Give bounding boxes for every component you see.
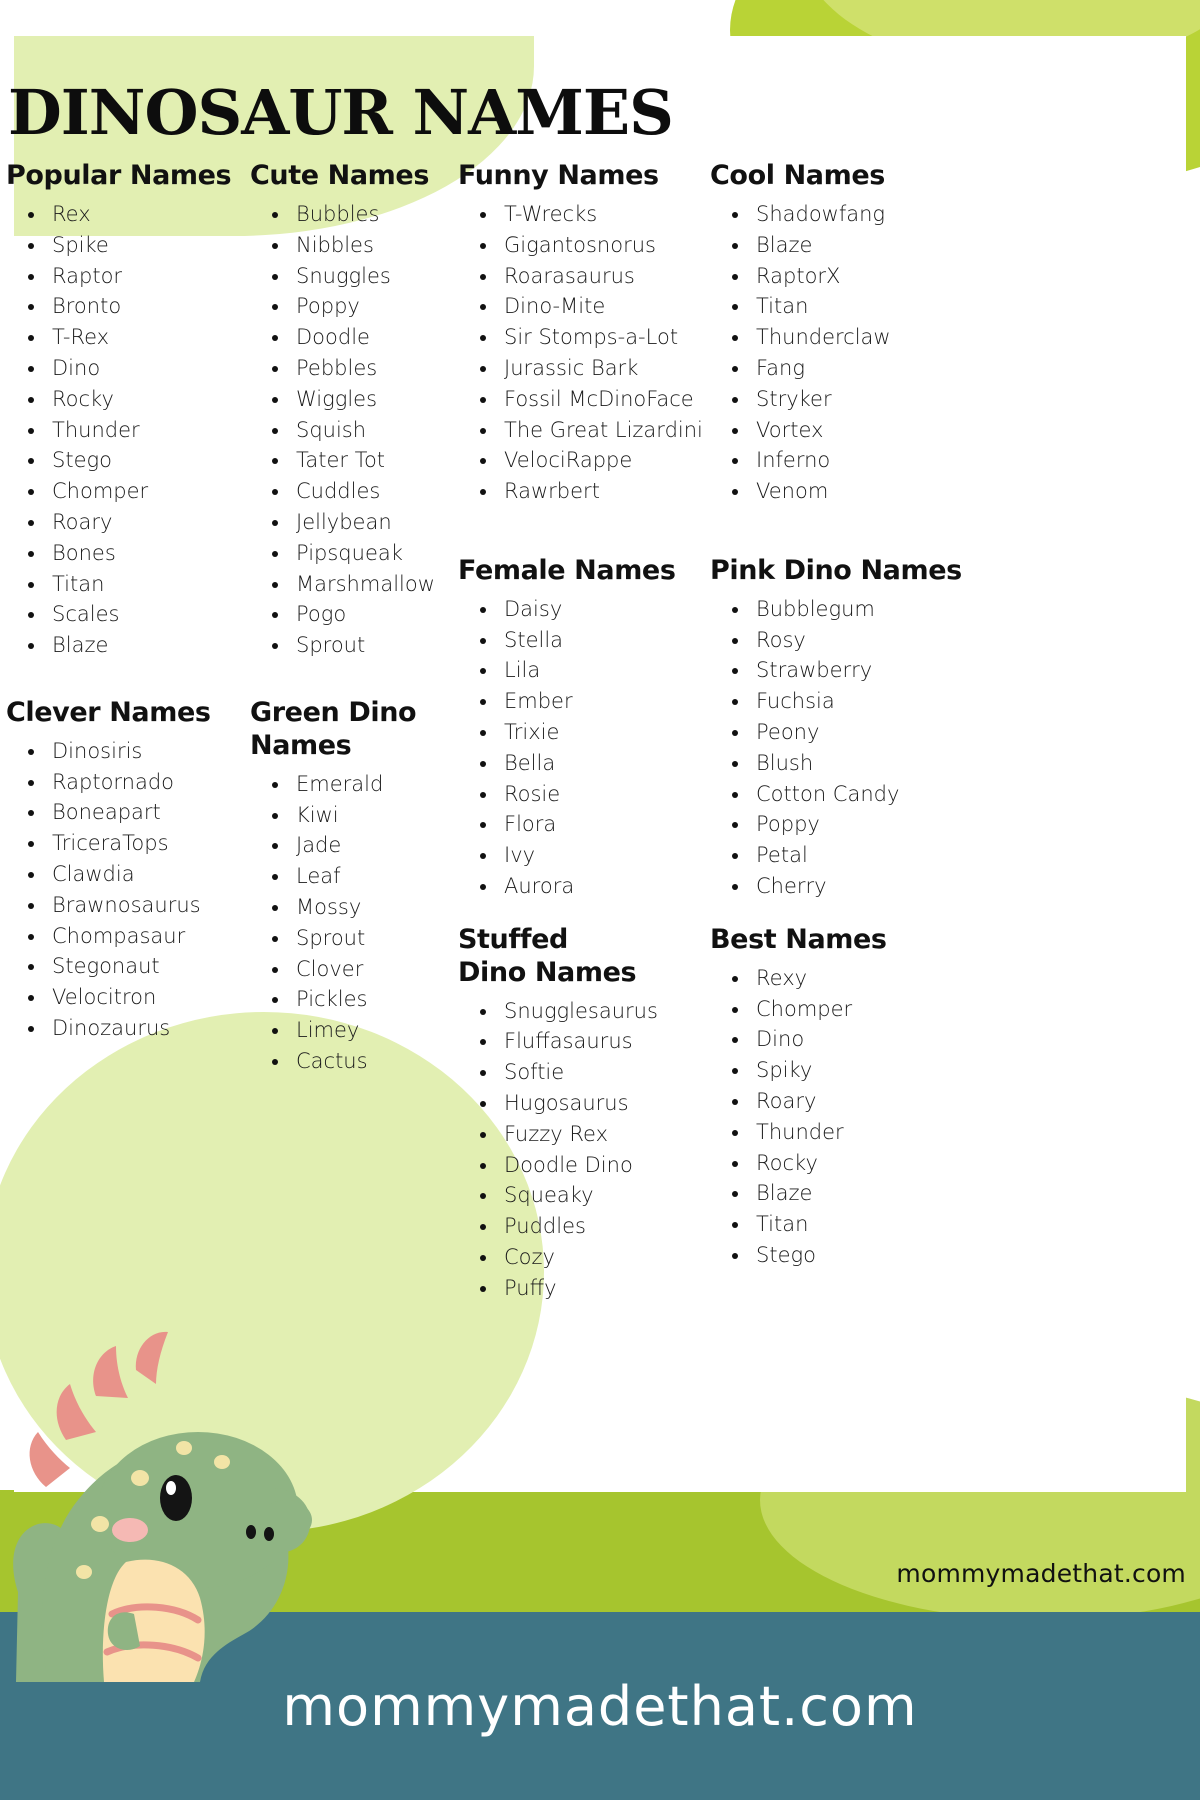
list-best-names bbox=[710, 963, 1010, 1271]
list-item: Squish bbox=[250, 415, 458, 446]
section-heading-clever-names: Clever Names bbox=[6, 696, 211, 728]
list-item: Bubbles bbox=[250, 199, 458, 230]
spacer bbox=[710, 902, 1010, 924]
dinosaur-illustration bbox=[8, 1262, 338, 1682]
list-item: Flora bbox=[458, 809, 710, 840]
list-item: Clawdia bbox=[6, 859, 250, 890]
list-item: Raptor bbox=[6, 261, 250, 292]
list-item: Spiky bbox=[710, 1055, 1010, 1086]
list-item: Leaf bbox=[250, 861, 458, 892]
column-popular-clever bbox=[0, 160, 250, 1304]
list-item: Spike bbox=[6, 230, 250, 261]
name-columns bbox=[0, 160, 1200, 1304]
footer-site-name: mommymadethat.com bbox=[282, 1674, 918, 1738]
page-title: DINOSAUR NAMES bbox=[8, 76, 673, 149]
list-popular-names bbox=[6, 199, 250, 661]
section-heading-cute-names: Cute Names bbox=[250, 160, 429, 191]
list-item: Thunder bbox=[710, 1117, 1010, 1148]
list-item: Bronto bbox=[6, 291, 250, 322]
list-item: Doodle bbox=[250, 322, 458, 353]
list-item: Nibbles bbox=[250, 230, 458, 261]
spacer bbox=[710, 507, 1010, 555]
column-cute-green bbox=[250, 160, 458, 1304]
column-funny-female-stuffed bbox=[458, 160, 710, 1304]
list-item: Ember bbox=[458, 686, 710, 717]
list-item: Ivy bbox=[458, 840, 710, 871]
list-item: Jellybean bbox=[250, 507, 458, 538]
column-cool-pink-best bbox=[710, 160, 1010, 1304]
list-item: Brawnosaurus bbox=[6, 890, 250, 921]
list-item: Wiggles bbox=[250, 384, 458, 415]
list-item: Pipsqueak bbox=[250, 538, 458, 569]
list-item: Lila bbox=[458, 655, 710, 686]
list-item: Bones bbox=[6, 538, 250, 569]
section-heading-stuffed-dino-names: Stuffed Dino Names bbox=[458, 923, 637, 988]
list-item: Jade bbox=[250, 830, 458, 861]
section-heading-female-names: Female Names bbox=[458, 554, 676, 586]
list-item: Dinosiris bbox=[6, 736, 250, 767]
list-item: Poppy bbox=[710, 809, 1010, 840]
list-item: Titan bbox=[6, 569, 250, 600]
list-item: Sir Stomps-a-Lot bbox=[458, 322, 710, 353]
watermark-text: mommymadethat.com bbox=[896, 1559, 1186, 1588]
list-item: Dino bbox=[710, 1024, 1010, 1055]
list-item: Stego bbox=[710, 1240, 1010, 1271]
list-item: Petal bbox=[710, 840, 1010, 871]
list-item: Rocky bbox=[710, 1148, 1010, 1179]
list-item: Cherry bbox=[710, 871, 1010, 902]
list-item: Roary bbox=[710, 1086, 1010, 1117]
list-item: Rawrbert bbox=[458, 476, 710, 507]
list-item: Stella bbox=[458, 625, 710, 656]
section-heading-pink-dino-names: Pink Dino Names bbox=[710, 554, 962, 586]
list-item: Snugglesaurus bbox=[458, 996, 710, 1027]
list-item: VelociRappe bbox=[458, 445, 710, 476]
list-item: Inferno bbox=[710, 445, 1010, 476]
spacer bbox=[458, 902, 710, 924]
list-stuffed-dino-names bbox=[458, 996, 710, 1304]
list-item: Titan bbox=[710, 1209, 1010, 1240]
list-item: Kiwi bbox=[250, 800, 458, 831]
list-item: Vortex bbox=[710, 415, 1010, 446]
list-item: Snuggles bbox=[250, 261, 458, 292]
list-item: Softie bbox=[458, 1057, 710, 1088]
list-item: Puffy bbox=[458, 1273, 710, 1304]
list-item: Thunderclaw bbox=[710, 322, 1010, 353]
list-item: Fluffasaurus bbox=[458, 1026, 710, 1057]
section-heading-popular-names: Popular Names bbox=[6, 160, 232, 191]
list-funny-names bbox=[458, 199, 710, 507]
list-item: Cactus bbox=[250, 1046, 458, 1077]
list-item: Puddles bbox=[458, 1211, 710, 1242]
list-item: Gigantosnorus bbox=[458, 230, 710, 261]
list-item: Rexy bbox=[710, 963, 1010, 994]
list-item: Pogo bbox=[250, 599, 458, 630]
list-item: Blaze bbox=[6, 630, 250, 661]
list-item: Sprout bbox=[250, 923, 458, 954]
spacer bbox=[458, 507, 710, 555]
list-item: Stryker bbox=[710, 384, 1010, 415]
list-item: Fossil McDinoFace bbox=[458, 384, 710, 415]
list-item: Clover bbox=[250, 954, 458, 985]
list-item: Stego bbox=[6, 445, 250, 476]
section-heading-green-dino-names: Green Dino Names bbox=[250, 696, 417, 761]
list-item: The Great Lizardini bbox=[458, 415, 710, 446]
list-item: Cotton Candy bbox=[710, 779, 1010, 810]
section-heading-cool-names: Cool Names bbox=[710, 160, 885, 191]
list-item: Blaze bbox=[710, 1178, 1010, 1209]
list-item: Marshmallow bbox=[250, 569, 458, 600]
list-item: Dino-Mite bbox=[458, 291, 710, 322]
list-item: Roarasaurus bbox=[458, 261, 710, 292]
list-item: Chomper bbox=[710, 994, 1010, 1025]
list-item: Cuddles bbox=[250, 476, 458, 507]
list-item: Poppy bbox=[250, 291, 458, 322]
list-item: Fang bbox=[710, 353, 1010, 384]
list-item: Pickles bbox=[250, 984, 458, 1015]
list-item: Limey bbox=[250, 1015, 458, 1046]
list-item: Trixie bbox=[458, 717, 710, 748]
list-item: Rosy bbox=[710, 625, 1010, 656]
list-item: Fuchsia bbox=[710, 686, 1010, 717]
list-item: Shadowfang bbox=[710, 199, 1010, 230]
list-item: Scales bbox=[6, 599, 250, 630]
list-item: Pebbles bbox=[250, 353, 458, 384]
list-item: T-Rex bbox=[6, 322, 250, 353]
list-item: Rocky bbox=[6, 384, 250, 415]
spacer bbox=[250, 661, 458, 697]
list-item: T-Wrecks bbox=[458, 199, 710, 230]
list-item: Peony bbox=[710, 717, 1010, 748]
section-heading-best-names: Best Names bbox=[710, 923, 887, 955]
list-green-dino-names bbox=[250, 769, 458, 1077]
list-item: Venom bbox=[710, 476, 1010, 507]
list-item: Sprout bbox=[250, 630, 458, 661]
list-item: Dino bbox=[6, 353, 250, 384]
list-item: Thunder bbox=[6, 415, 250, 446]
list-item: TriceraTops bbox=[6, 828, 250, 859]
list-item: Chompasaur bbox=[6, 921, 250, 952]
list-item: Roary bbox=[6, 507, 250, 538]
list-item: Rosie bbox=[458, 779, 710, 810]
list-pink-dino-names bbox=[710, 594, 1010, 902]
list-item: Tater Tot bbox=[250, 445, 458, 476]
list-item: Bella bbox=[458, 748, 710, 779]
list-item: Fuzzy Rex bbox=[458, 1119, 710, 1150]
list-item: Strawberry bbox=[710, 655, 1010, 686]
list-item: Raptornado bbox=[6, 767, 250, 798]
list-item: Bubblegum bbox=[710, 594, 1010, 625]
list-item: Daisy bbox=[458, 594, 710, 625]
list-item: Hugosaurus bbox=[458, 1088, 710, 1119]
list-item: Blush bbox=[710, 748, 1010, 779]
list-item: Titan bbox=[710, 291, 1010, 322]
list-item: Mossy bbox=[250, 892, 458, 923]
list-cool-names bbox=[710, 199, 1010, 507]
list-item: Squeaky bbox=[458, 1180, 710, 1211]
list-item: Stegonaut bbox=[6, 951, 250, 982]
list-clever-names bbox=[6, 736, 250, 1044]
list-item: Aurora bbox=[458, 871, 710, 902]
list-cute-names bbox=[250, 199, 458, 661]
list-item: Jurassic Bark bbox=[458, 353, 710, 384]
list-item: RaptorX bbox=[710, 261, 1010, 292]
spacer bbox=[6, 661, 250, 697]
list-item: Velocitron bbox=[6, 982, 250, 1013]
list-item: Blaze bbox=[710, 230, 1010, 261]
list-item: Boneapart bbox=[6, 797, 250, 828]
list-item: Emerald bbox=[250, 769, 458, 800]
section-heading-funny-names: Funny Names bbox=[458, 160, 659, 191]
list-item: Chomper bbox=[6, 476, 250, 507]
list-item: Cozy bbox=[458, 1242, 710, 1273]
list-item: Rex bbox=[6, 199, 250, 230]
list-item: Doodle Dino bbox=[458, 1150, 710, 1181]
list-item: Dinozaurus bbox=[6, 1013, 250, 1044]
list-female-names bbox=[458, 594, 710, 902]
